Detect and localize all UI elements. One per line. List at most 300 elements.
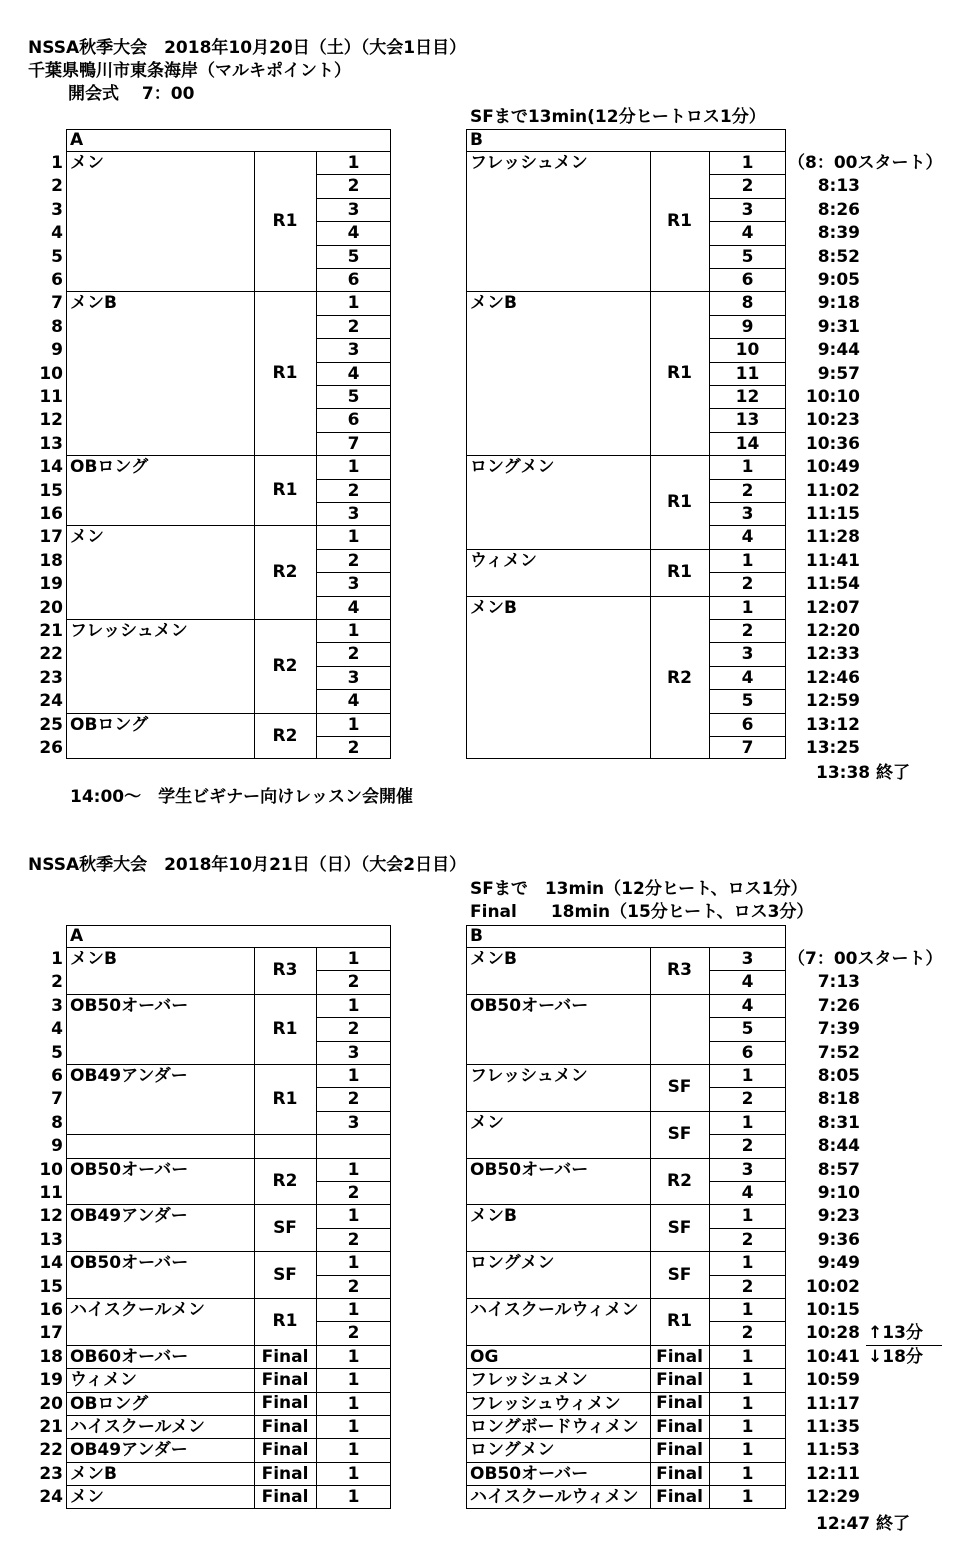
day2-groupsB-heat: 2 bbox=[741, 1229, 754, 1250]
day1-groupsA-round: R2 bbox=[272, 726, 298, 746]
day1-groupsA-heat: 5 bbox=[347, 387, 360, 407]
day2-row-number: 7 bbox=[51, 1089, 63, 1110]
day2-groupsA-event-name: ハイスクールメン bbox=[70, 1300, 205, 1320]
day1-row-number: 11 bbox=[39, 387, 63, 407]
day1-groupsA-header: A bbox=[70, 130, 84, 150]
day1-groupsB-group-line bbox=[466, 596, 786, 597]
day2-groupsB-round: R3 bbox=[667, 960, 692, 981]
day2-groupsB-heat: 2 bbox=[741, 1276, 754, 1297]
day2-groupsA-round: Final bbox=[261, 1486, 309, 1507]
day2-groupsA-event-name: OB60オーバー bbox=[70, 1346, 189, 1367]
day2-start-time: 12:11 bbox=[805, 1463, 860, 1484]
day2-groupsB-heat: 1 bbox=[741, 1487, 754, 1508]
day2-start-time: 9:49 bbox=[817, 1253, 860, 1274]
day1-row-number: 9 bbox=[51, 340, 63, 361]
day2-start-time: 8:05 bbox=[817, 1066, 860, 1086]
day2-row-number: 14 bbox=[39, 1253, 63, 1274]
day2-row-number: 23 bbox=[39, 1463, 63, 1484]
day1-groupsB-heat: 3 bbox=[741, 199, 754, 220]
day1-start-time: 8:39 bbox=[817, 223, 860, 244]
day2-groupsB-heat: 5 bbox=[741, 1019, 754, 1040]
day2-groupsB-round: SF bbox=[667, 1217, 692, 1238]
day1-groupsA-event-name: OBロング bbox=[70, 457, 149, 478]
day2-groupsA-heat: 1 bbox=[347, 1370, 360, 1391]
day1-groupsB-heat: 4 bbox=[741, 667, 754, 688]
day2-groupsA-heat: 2 bbox=[347, 972, 360, 993]
day1-start-time: 9:05 bbox=[817, 270, 860, 290]
day1-row-number: 17 bbox=[39, 527, 63, 548]
day1-start-time: 12:20 bbox=[805, 621, 860, 641]
day1-start-time: 11:15 bbox=[805, 504, 860, 524]
day1-groupsB-header-line bbox=[466, 151, 786, 152]
day1-row-number: 3 bbox=[51, 199, 63, 220]
day1-groupsA-heat-line bbox=[316, 549, 391, 550]
day1-groupsA-heat: 4 bbox=[347, 691, 360, 712]
day2-groupsA-heat-line bbox=[316, 1228, 391, 1229]
day2-groupsB-heat-line bbox=[709, 1181, 786, 1182]
day1-groupsA-heat: 1 bbox=[347, 153, 360, 173]
day1-row-number: 25 bbox=[39, 714, 63, 735]
day1-groupsA-heat: 2 bbox=[347, 644, 360, 665]
day2-row-number: 9 bbox=[51, 1136, 63, 1157]
day2-groupsB-heat-line bbox=[709, 1321, 786, 1322]
day2-groupsB-event-name: ロングメン bbox=[470, 1253, 555, 1274]
day1-groupsA-heat: 1 bbox=[347, 457, 360, 478]
day2-groupsA-round: Final bbox=[261, 1346, 309, 1367]
day2-groupsA-heat: 1 bbox=[347, 1417, 360, 1437]
day2-groupsA-round: SF bbox=[273, 1264, 297, 1285]
day1-start-time: 10:23 bbox=[805, 410, 860, 431]
day1-groupsA-heat-line bbox=[316, 174, 391, 175]
day1-groupsA-event-name: フレッシュメン bbox=[70, 621, 188, 641]
day1-groupsB-heat-line bbox=[709, 736, 786, 737]
day2-groupsB-heat: 1 bbox=[741, 1112, 754, 1133]
day2-groupsB-heat: 1 bbox=[741, 1463, 754, 1484]
day2-row-number: 24 bbox=[39, 1487, 63, 1508]
day1-groupsA-event-name: メンB bbox=[70, 293, 117, 314]
day2-groupsA-heat-line bbox=[316, 1017, 391, 1018]
day1-groupsB-event-name: フレッシュメン bbox=[470, 153, 588, 173]
day2-groupsA-heat: 2 bbox=[347, 1089, 360, 1110]
day2-title: NSSA秋季大会 2018年10月21日（日）（大会2日目） bbox=[28, 855, 467, 875]
day2-start-time: 12:29 bbox=[805, 1487, 860, 1508]
day1-start-time: 11:54 bbox=[805, 574, 860, 595]
day1-groupsA-heat-line bbox=[316, 315, 391, 316]
day1-groupsB-heat: 4 bbox=[741, 223, 754, 244]
day1-groupsA-heat: 3 bbox=[347, 340, 360, 361]
day1-groupsA-heat: 1 bbox=[347, 621, 360, 641]
day1-groupsB-header: B bbox=[470, 130, 483, 150]
day1-groupsB-heat-line bbox=[709, 315, 786, 316]
day1-groupsA-heat: 3 bbox=[347, 574, 360, 595]
day1-row-number: 18 bbox=[39, 550, 63, 571]
day2-groupsA-round: Final bbox=[261, 1440, 309, 1461]
day2-groupsA-round: R1 bbox=[272, 1018, 298, 1039]
day1-groupsA-round: R2 bbox=[272, 562, 298, 583]
day1-groupsB-round: R1 bbox=[667, 562, 692, 583]
day1-row-number: 1 bbox=[51, 153, 63, 173]
day1-groupsA-heat: 1 bbox=[347, 714, 360, 735]
day1-groupsA-heat: 2 bbox=[347, 738, 360, 758]
day1-groupsB-heat: 3 bbox=[741, 644, 754, 665]
day1-groupsB-heat: 9 bbox=[741, 316, 754, 337]
day1-groupsA-heat: 6 bbox=[347, 270, 360, 290]
day1-groupsA-heat-line bbox=[316, 385, 391, 386]
day2-groupsB-group-line bbox=[466, 1345, 786, 1346]
day1-groupsB-event-name: ウィメン bbox=[470, 550, 537, 571]
day1-row-number: 7 bbox=[51, 293, 63, 314]
day1-start-time: 11:41 bbox=[805, 550, 860, 571]
day1-opening: 開会式 7：00 bbox=[68, 84, 195, 104]
day2-groupsA-group-line bbox=[66, 1345, 391, 1346]
day1-groupsB-heat-line bbox=[709, 713, 786, 714]
day2-groupsB-group-line bbox=[466, 1438, 786, 1439]
day1-row-number: 14 bbox=[39, 457, 63, 478]
day2-groupsB-group-line bbox=[466, 1392, 786, 1393]
day1-groupsA-group-line bbox=[66, 525, 391, 526]
day1-groupsA-heat: 5 bbox=[347, 246, 360, 267]
day2-groupsB-group-line bbox=[466, 1298, 786, 1299]
day1-groupsB-heat: 4 bbox=[741, 527, 754, 548]
day1-groupsB-group-line bbox=[466, 291, 786, 292]
day2-groupsB-event-name: メン bbox=[470, 1112, 504, 1133]
day2-row-number: 15 bbox=[39, 1276, 63, 1297]
day2-groupsB-round: Final bbox=[656, 1463, 703, 1484]
arrow-up-annotation: ↑13分 bbox=[868, 1323, 923, 1344]
day2-groupsB-heat-line bbox=[709, 1041, 786, 1042]
day1-row-number: 20 bbox=[39, 597, 63, 618]
day2-groupsA-event-name: OB49アンダー bbox=[70, 1440, 188, 1461]
day1-groupsA-heat: 4 bbox=[347, 597, 360, 618]
day2-groupsA-heat-line bbox=[316, 1041, 391, 1042]
day1-groupsA-heat-line bbox=[316, 432, 391, 433]
day2-groupsB-heat: 1 bbox=[741, 1393, 754, 1414]
day2-row-number: 20 bbox=[39, 1393, 63, 1414]
day2-groupsB-group-line bbox=[466, 1204, 786, 1205]
day1-row-number: 2 bbox=[51, 176, 63, 197]
day2-groupsB-round: Final bbox=[656, 1393, 703, 1414]
day2-groupsB-group-line bbox=[466, 1485, 786, 1486]
day2-groupsB-round: Final bbox=[656, 1440, 703, 1461]
day2-groupsB-heat: 2 bbox=[741, 1136, 754, 1157]
day1-groupsA-heat-line bbox=[316, 479, 391, 480]
day1-groupsB-heat-line bbox=[709, 432, 786, 433]
day2-row-number: 18 bbox=[39, 1346, 63, 1367]
day2-groupsA-group-line bbox=[66, 1298, 391, 1299]
day1-groupsA-heat-line bbox=[316, 689, 391, 690]
day1-start-time: （8：00スタート） bbox=[788, 153, 943, 173]
day2-groupsB-heat-line bbox=[709, 1228, 786, 1229]
day2-groupsB-heat: 2 bbox=[741, 1089, 754, 1110]
arrow-down-annotation: ↓18分 bbox=[868, 1346, 923, 1367]
day1-start-time: 9:57 bbox=[817, 363, 860, 384]
day2-end-time: 12:47 終了 bbox=[816, 1514, 911, 1534]
day1-groupsB-heat-line bbox=[709, 385, 786, 386]
day1-groupsA-event-name: メン bbox=[70, 527, 104, 548]
day2-groupsB-event-name: OG bbox=[470, 1346, 499, 1367]
day2-groupsA-header: A bbox=[70, 926, 84, 946]
day1-start-time: 11:28 bbox=[805, 527, 860, 548]
day2-groupsB-group-line bbox=[466, 1251, 786, 1252]
day2-start-time: 9:36 bbox=[817, 1229, 860, 1250]
day2-groupsA-round: R2 bbox=[272, 1171, 298, 1191]
day2-groupsB-event-name: フレッシュウィメン bbox=[470, 1393, 621, 1414]
day1-groupsA-heat-line bbox=[316, 362, 391, 363]
day2-start-time: 8:18 bbox=[817, 1089, 860, 1110]
day1-groupsA-heat: 3 bbox=[347, 504, 360, 524]
day1-groupsA-heat: 2 bbox=[347, 176, 360, 197]
day2-start-time: 8:57 bbox=[817, 1159, 860, 1180]
day1-groupsB-heat-line bbox=[709, 174, 786, 175]
day2-groupsB-heat: 4 bbox=[741, 972, 754, 993]
day2-row-number: 3 bbox=[51, 995, 63, 1016]
day2-groupsB-heat: 1 bbox=[741, 1300, 754, 1320]
day1-groupsB-heat: 6 bbox=[741, 270, 754, 290]
day1-groupsB-event-name: メンB bbox=[470, 293, 517, 314]
day1-groupsB-heat: 3 bbox=[741, 504, 754, 524]
day1-start-time: 8:52 bbox=[817, 246, 860, 267]
day2-groupsB-group-line bbox=[466, 1368, 786, 1369]
day1-groupsB-event-name: ロングメン bbox=[470, 457, 555, 478]
day1-groupsA-heat: 3 bbox=[347, 199, 360, 220]
day2-groupsB-round: SF bbox=[667, 1077, 692, 1098]
day2-row-number: 4 bbox=[51, 1019, 63, 1040]
day1-groupsB-round: R1 bbox=[667, 492, 692, 512]
day2-groupsA-event-name: メン bbox=[70, 1487, 104, 1508]
day1-groupsB-event-name: メンB bbox=[470, 597, 517, 618]
day2-groupsA-group-line bbox=[66, 1134, 391, 1135]
day1-groupsB-heat: 6 bbox=[741, 714, 754, 735]
day2-groupsB-group-line bbox=[466, 1462, 786, 1463]
day1-groupsA-event-name: OBロング bbox=[70, 714, 149, 735]
day1-note: SFまで13min(12分ヒートロス1分） bbox=[470, 107, 766, 127]
day1-groupsA-heat-line bbox=[316, 502, 391, 503]
day2-groupsA-heat: 2 bbox=[347, 1276, 360, 1297]
day1-start-time: 9:44 bbox=[817, 340, 860, 361]
day1-groupsB-heat: 12 bbox=[735, 387, 760, 407]
day2-start-time: （7：00スタート） bbox=[788, 949, 943, 969]
day2-row-number: 10 bbox=[39, 1159, 63, 1180]
day2-groupsA-group-line bbox=[66, 1368, 391, 1369]
day2-groupsA-heat-line bbox=[316, 1181, 391, 1182]
day2-start-time: 10:02 bbox=[805, 1276, 860, 1297]
day1-start-time: 9:31 bbox=[817, 316, 860, 337]
day1-groupsB-heat: 2 bbox=[741, 621, 754, 641]
day2-groupsB-heat-line bbox=[709, 1017, 786, 1018]
day1-start-time: 13:25 bbox=[805, 738, 860, 758]
day1-row-number: 13 bbox=[39, 433, 63, 454]
day1-groupsB-heat: 8 bbox=[741, 293, 754, 314]
day2-groupsB-group-line bbox=[466, 1064, 786, 1065]
day2-row-number: 5 bbox=[51, 1042, 63, 1063]
day1-groupsA-round: R2 bbox=[272, 655, 298, 676]
day2-groupsA-group-line bbox=[66, 1392, 391, 1393]
day1-groupsA-heat: 2 bbox=[347, 316, 360, 337]
day1-groupsB-group-line bbox=[466, 455, 786, 456]
day2-row-number: 8 bbox=[51, 1112, 63, 1133]
day2-groupsA-event-name: OB50オーバー bbox=[70, 1159, 189, 1180]
day1-start-time: 11:02 bbox=[805, 480, 860, 501]
day1-groupsA-heat-line bbox=[316, 245, 391, 246]
day1-end-time: 13:38 終了 bbox=[816, 763, 911, 783]
day2-groupsA-group-line bbox=[66, 1485, 391, 1486]
day1-groupsB-heat-line bbox=[709, 268, 786, 269]
day1-groupsA-heat: 7 bbox=[347, 433, 360, 454]
day2-groupsB-event-name: フレッシュメン bbox=[470, 1066, 588, 1086]
day2-groupsB-round: SF bbox=[667, 1264, 692, 1285]
day2-groupsA-heat: 1 bbox=[347, 1066, 360, 1086]
day1-groupsB-heat-line bbox=[709, 362, 786, 363]
day1-groupsB-round: R1 bbox=[667, 363, 692, 384]
day2-groupsA-heat: 1 bbox=[347, 1300, 360, 1320]
day1-start-time: 10:49 bbox=[805, 457, 860, 478]
day1-row-number: 24 bbox=[39, 691, 63, 712]
day1-groupsA-round: R1 bbox=[272, 363, 298, 384]
day1-groupsB-heat: 2 bbox=[741, 574, 754, 595]
day1-groupsB-heat-line bbox=[709, 502, 786, 503]
day1-groupsB-heat-line bbox=[709, 689, 786, 690]
day2-start-time: 9:10 bbox=[817, 1183, 860, 1203]
day1-start-time: 12:07 bbox=[805, 597, 860, 618]
day1-title: NSSA秋季大会 2018年10月20日（土）（大会1日目） bbox=[28, 38, 467, 58]
day2-groupsA-heat: 1 bbox=[347, 1159, 360, 1180]
day2-groupsA-group-line bbox=[66, 1064, 391, 1065]
day2-groupsB-heat-line bbox=[709, 970, 786, 971]
day1-groupsB-heat: 7 bbox=[741, 738, 754, 758]
day1-start-time: 12:59 bbox=[805, 691, 860, 712]
day1-location: 千葉県鴨川市東条海岸（マルキポイント） bbox=[28, 61, 351, 81]
day1-groupsB-heat-line bbox=[709, 619, 786, 620]
day2-row-number: 11 bbox=[39, 1183, 63, 1203]
day2-groupsA-heat-line bbox=[316, 1087, 391, 1088]
day1-groupsB-heat: 2 bbox=[741, 480, 754, 501]
day2-groupsA-heat: 3 bbox=[347, 1112, 360, 1133]
day2-row-number: 1 bbox=[51, 949, 63, 969]
day2-groupsB-event-name: フレッシュメン bbox=[470, 1370, 588, 1391]
day2-groupsB-heat: 1 bbox=[741, 1417, 754, 1437]
day2-groupsA-round: Final bbox=[261, 1369, 309, 1390]
day2-groupsB-event-name: OB50オーバー bbox=[470, 995, 589, 1016]
day2-groupsB-group-line bbox=[466, 1111, 786, 1112]
day2-groupsB-heat: 1 bbox=[741, 1066, 754, 1086]
day1-groupsA-heat: 6 bbox=[347, 410, 360, 431]
day2-groupsB-heat: 1 bbox=[741, 1346, 754, 1367]
day2-groupsA-heat: 1 bbox=[347, 1440, 360, 1461]
day2-groupsB-heat: 2 bbox=[741, 1323, 754, 1344]
day2-groupsB-heat: 6 bbox=[741, 1042, 754, 1063]
day2-groupsB-heat: 3 bbox=[741, 1159, 754, 1180]
day2-groupsA-event-name: OB49アンダー bbox=[70, 1206, 188, 1227]
day1-groupsB-heat: 14 bbox=[735, 433, 760, 454]
day1-groupsA-heat-line bbox=[316, 268, 391, 269]
day2-groupsA-heat-line bbox=[316, 1275, 391, 1276]
day2-row-number: 12 bbox=[39, 1206, 63, 1227]
day1-groupsA-heat: 4 bbox=[347, 363, 360, 384]
day1-groupsA-heat: 2 bbox=[347, 480, 360, 501]
day1-groupsB-heat-line bbox=[709, 572, 786, 573]
day2-groupsB-event-name: ロングボードウィメン bbox=[470, 1417, 639, 1437]
day1-groupsA-heat: 2 bbox=[347, 550, 360, 571]
day2-groupsA-group-line bbox=[66, 1415, 391, 1416]
day2-groupsB-round: Final bbox=[656, 1369, 703, 1390]
day1-groupsB-heat-line bbox=[709, 525, 786, 526]
day2-groupsB-heat: 4 bbox=[741, 995, 754, 1016]
day2-start-time: 8:31 bbox=[817, 1112, 860, 1133]
day1-groupsA-heat-line bbox=[316, 572, 391, 573]
day1-start-time: 10:10 bbox=[805, 387, 860, 407]
day1-groupsA-heat-line bbox=[316, 666, 391, 667]
day1-start-time: 13:12 bbox=[805, 714, 860, 735]
day1-groupsB-heat: 5 bbox=[741, 246, 754, 267]
day2-groupsB-heat-line bbox=[709, 1275, 786, 1276]
day1-groupsB-heat: 5 bbox=[741, 691, 754, 712]
day1-start-time: 8:13 bbox=[817, 176, 860, 197]
day2-groupsB-event-name: メンB bbox=[470, 1206, 517, 1227]
day2-start-time: 7:26 bbox=[817, 995, 860, 1016]
day1-groupsB-heat: 2 bbox=[741, 176, 754, 197]
day1-groupsA-header-line bbox=[66, 151, 391, 152]
day2-groupsB-heat-line bbox=[709, 1134, 786, 1135]
day2-start-time: 11:53 bbox=[805, 1440, 860, 1461]
day2-groupsA-heat-line bbox=[316, 1111, 391, 1112]
day1-groupsA-heat-line bbox=[316, 596, 391, 597]
day2-groupsB-group-line bbox=[466, 994, 786, 995]
day2-groupsA-event-name: OB50オーバー bbox=[70, 1253, 189, 1274]
day2-groupsA-round: R1 bbox=[272, 1311, 298, 1332]
arrow-divider bbox=[866, 1345, 942, 1346]
day2-groupsB-round: Final bbox=[656, 1416, 703, 1437]
day2-groupsB-event-name: OB50オーバー bbox=[470, 1159, 589, 1180]
day1-groupsB-heat-line bbox=[709, 408, 786, 409]
day2-groupsB-event-name: ハイスクールウィメン bbox=[470, 1300, 639, 1320]
day1-groupsB-heat-line bbox=[709, 479, 786, 480]
day1-row-number: 16 bbox=[39, 504, 63, 524]
day2-start-time: 7:39 bbox=[817, 1019, 860, 1040]
day1-groupsB-heat-line bbox=[709, 642, 786, 643]
day1-groupsB-round: R1 bbox=[667, 211, 692, 232]
day2-groupsA-heat: 1 bbox=[347, 1206, 360, 1227]
day2-groupsA-event-name: ウィメン bbox=[70, 1370, 137, 1391]
day2-groupsA-event-name: OB50オーバー bbox=[70, 995, 189, 1016]
day1-row-number: 5 bbox=[51, 246, 63, 267]
day1-groupsB-heat-line bbox=[709, 198, 786, 199]
day1-groupsA-heat: 1 bbox=[347, 527, 360, 548]
day2-row-number: 17 bbox=[39, 1323, 63, 1344]
day1-groupsA-group-line bbox=[66, 713, 391, 714]
day1-groupsB-heat: 10 bbox=[735, 340, 760, 361]
day1-groupsB-group-line bbox=[466, 549, 786, 550]
day1-row-number: 8 bbox=[51, 316, 63, 337]
day1-start-time: 12:46 bbox=[805, 667, 860, 688]
day2-groupsA-heat-line bbox=[316, 970, 391, 971]
day2-start-time: 9:23 bbox=[817, 1206, 860, 1227]
day1-groupsB-heat: 11 bbox=[735, 363, 760, 384]
day2-row-number: 22 bbox=[39, 1440, 63, 1461]
day1-groupsA-event-name: メン bbox=[70, 153, 104, 173]
day2-groupsA-event-name: OBロング bbox=[70, 1393, 149, 1414]
day1-groupsA-heat: 4 bbox=[347, 223, 360, 244]
day2-groupsA-heat: 2 bbox=[347, 1323, 360, 1344]
day1-groupsA-heat-line bbox=[316, 736, 391, 737]
day1-row-number: 12 bbox=[39, 410, 63, 431]
day1-start-time: 12:33 bbox=[805, 644, 860, 665]
day1-start-time: 10:36 bbox=[805, 433, 860, 454]
day2-groupsB-round: Final bbox=[656, 1486, 703, 1507]
day2-groupsB-header-line bbox=[466, 947, 786, 948]
day2-row-number: 2 bbox=[51, 972, 63, 993]
day2-groupsB-heat-line bbox=[709, 1087, 786, 1088]
day2-groupsA-heat: 3 bbox=[347, 1042, 360, 1063]
